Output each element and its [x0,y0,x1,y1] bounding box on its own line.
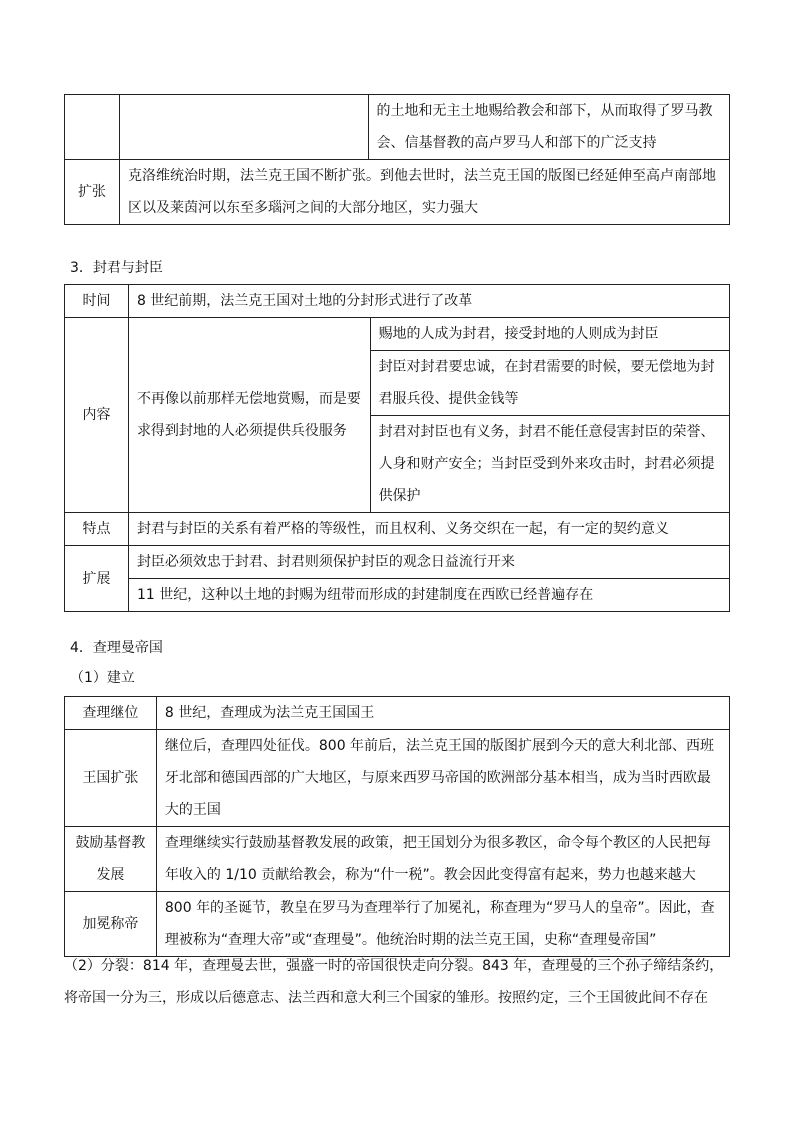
row-label: 扩展 [65,546,129,612]
section-heading: 3．封君与封臣 [70,260,163,276]
table-row [65,513,730,546]
table-lord-vassal [64,284,730,612]
table-cell: 查理继续实行鼓励基督教发展的政策，把王国划分为很多教区，命令每个教区的人民把每年收入的 1/10 贡献给教会，称为“什一税”。教会因此变得富有起来，势力也越来越大 [156,827,729,892]
table-cell: 封臣对封君要忠诚，在封君需要的时候，要无偿地为封君服兵役、提供金钱等 [370,351,729,416]
row-label: 时间 [65,285,129,318]
row-label: 鼓励基督教发展 [65,827,157,892]
table-frankish-kingdom [64,94,730,225]
row-label: 加冕称帝 [65,892,157,957]
table-cell: 克洛维统治时期，法兰克王国不断扩张。到他去世时，法兰克王国的版图已经延伸至高卢南部地区以及莱茵河以东至多瑙河之间的大部分地区，实力强大 [119,160,729,225]
row-label: 扩张 [65,160,120,225]
table-cell-empty [119,95,368,160]
table-row [65,160,730,225]
paragraph-split: （2）分裂：814 年，查理曼去世，强盛一时的帝国很快走向分裂。843 年，查理曼的三个孙子缔结条约，将帝国一分为三，形成以后德意志、法兰西和意大利三个国家的雏形。按照约定，三个王国彼此间不存在 [64,958,724,1006]
table-row [65,730,730,827]
table-cell-empty [65,95,120,160]
table-cell: 不再像以前那样无偿地赏赐，而是要求得到封地的人必须提供兵役服务 [128,318,370,513]
row-label: 王国扩张 [65,730,157,827]
table-cell: 封君与封臣的关系有着严格的等级性，而且权利、义务交织在一起，有一定的契约意义 [128,513,729,546]
table-row [65,318,730,351]
table-cell: 11 世纪，这种以土地的封赐为纽带而形成的封建制度在西欧已经普遍存在 [128,579,729,612]
table-cell: 的土地和无主土地赐给教会和部下，从而取得了罗马教会、信基督教的高卢罗马人和部下的广泛支持 [368,95,729,160]
row-label: 内容 [65,318,129,513]
table-row [65,697,730,730]
table-row [65,546,730,579]
section-heading: 4．查理曼帝国 [70,640,163,656]
row-label: 查理继位 [65,697,157,730]
table-row [65,892,730,957]
table-cell: 8 世纪，查理成为法兰克王国国王 [156,697,729,730]
table-row [65,579,730,612]
table-cell: 8 世纪前期，法兰克王国对土地的分封形式进行了改革 [128,285,729,318]
table-cell: 封君对封臣也有义务，封君不能任意侵害封臣的荣誉、人身和财产安全；当封臣受到外来攻击时，封君必须提供保护 [370,416,729,513]
row-label: 特点 [65,513,129,546]
table-row [65,827,730,892]
table-cell: 封臣必须效忠于封君、封君则须保护封臣的观念日益流行开来 [128,546,729,579]
table-row [65,285,730,318]
table-row [65,95,730,160]
table-cell: 800 年的圣诞节，教皇在罗马为查理举行了加冕礼，称查理为“罗马人的皇帝”。因此，查理被称为“查理大帝”或“查理曼”。他统治时期的法兰克王国，史称“查理曼帝国” [156,892,729,957]
table-cell: 继位后，查理四处征伐。800 年前后，法兰克王国的版图扩展到今天的意大利北部、西班牙北部和德国西部的广大地区，与原来西罗马帝国的欧洲部分基本相当，成为当时西欧最大的王国 [156,730,729,827]
table-cell: 赐地的人成为封君，接受封地的人则成为封臣 [370,318,729,351]
table-charlemagne [64,696,730,957]
subsection-heading: （1）建立 [70,670,135,686]
